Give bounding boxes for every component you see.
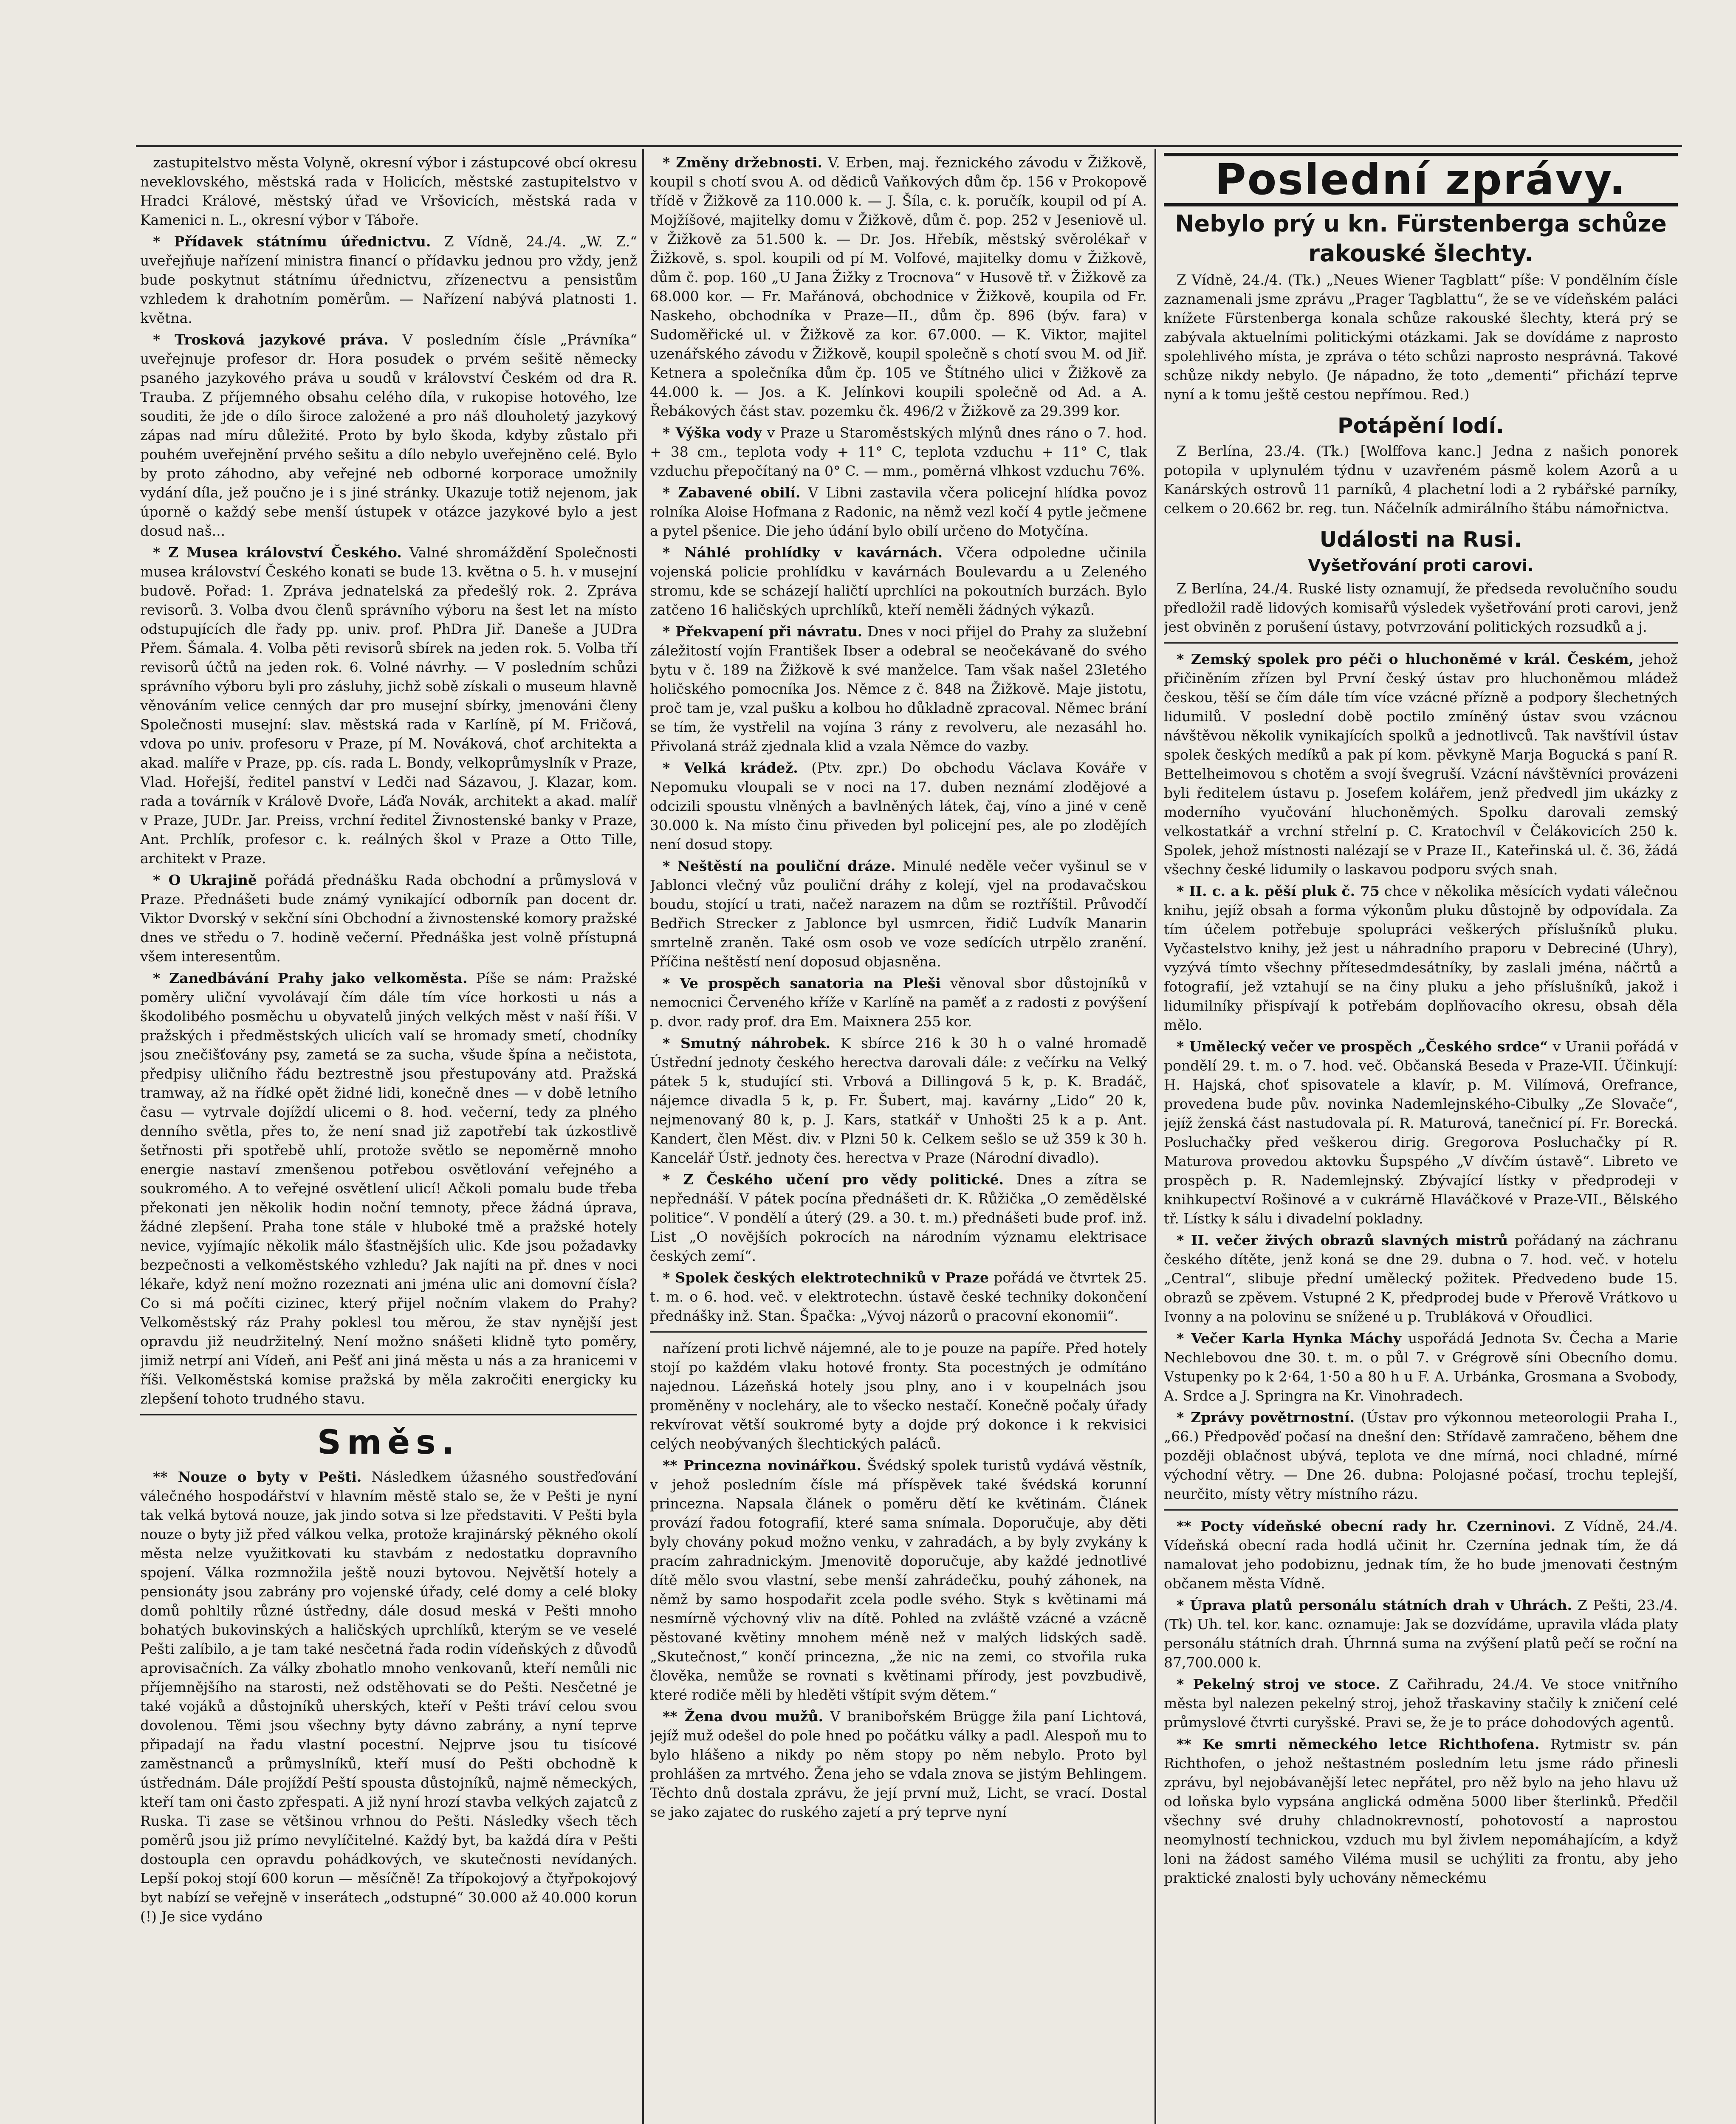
- article-title: * Spolek českých elektrotechniků v Praze: [663, 1269, 989, 1286]
- section-divider: [140, 1414, 637, 1415]
- article-body: pořádá přednášku Rada obchodní a průmyslová v Praze. Přednášeti bude známý vynikající odborník pan docent dr. Viktor Dvorský v sekční síni Obchodní a živnostenské komory pražské dnes ve středu o 7. hodině večerní. Přednáška jest volně přístupná všem interesentům.: [140, 872, 637, 965]
- column-rule-right: [1155, 149, 1156, 2124]
- article-body: V. Erben, maj. řeznického závodu v Žižkově, koupil s chotí svou A. od dědiců Vaňkových dům čp. 156 v Prokopově třídě v Žižkově za 110.000 k. — J. Šíla, c. k. poručík, koupil od pí A. Mojžíšové, majitelky domu v Žižkově, dům č. pop. 252 v Jeseniově ul. v Žižkově za 51.500 k. — Dr. Jos. Hřebík, městský svěrolékař v Žižkově, s. spol. koupili od pí M. Volfové, majitelky domu v Žižkově, dům č. pop. 160 „U Jana Žižky z Trocnova“ v Husově tř. v Žižkově za 68.000 kor. — Fr. Mařánová, obchodnice v Žižkově, koupila od Fr. Naskeho, obchodníka v Praze—II., dům čp. 896 (býv. fara) v Sudoměřické ul. v Žižkově za kor. 67.000. — K. Viktor, majitel uzenářského závodu v Žižkově, koupil společně s chotí svou M. od Jiř. Ketnera a společníka dům čp. 105 ve Štítného ulici v Žižkově za 44.000 k. — Jos. a K. Jelínkovi koupili společně od Ad. a A. Řebákových část stav. pozemku čk. 496/2 v Žižkově za 29.399 kor.: [650, 154, 1147, 419]
- article-vyska-vody: [650, 423, 1147, 480]
- article-title: ** Princezna novinářkou.: [663, 1457, 862, 1474]
- article-body: pořádá ve čtvrtek 25. t. m. o 6. hod. več. v elektrotechn. ústavě české techniky dokončení přednášky inž. Stan. Špačka: „Vývoj názorů o pracovní ekonomii“.: [650, 1269, 1147, 1324]
- article-title: ** Nouze o byty v Pešti.: [153, 1469, 362, 1485]
- article-body: Dnes v noci přijel do Prahy za služební záležitostí vojín František Ibser a odebral se neočekávaně do svého bytu v č. 189 na Žižkově k své manželce. Tam však našel 23letého holičského pomocníka Jos. Němce z č. 848 na Žižkově. Maje jistotu, proč tam je, vzal pušku a kolbou ho důkladně zpracoval. Němec brání se tím, že vystřelil na vojína 3 rány z revolveru, ale nezasáhl ho. Přivolaná stráž zjednala klid a vzala Němce do vazby.: [650, 623, 1147, 754]
- article-zena-dvou-muzu: [650, 1707, 1147, 1822]
- article-sanatorium: [650, 974, 1147, 1031]
- article-nouze-byty: [140, 1467, 637, 1926]
- article-body: Minulé neděle večer vyšinul se v Jablonci vlečný vůz pouliční dráhy z kolejí, vjel na prodavačskou boudu, stojící u trati, načež narazem na dům se roztříštil. Průvodčí Bedřich Strecker z Jablonce byl usmrcen, řidič Ludvík Manarin smrtelně zraněn. Také osm osob ve voze sedících utrpělo zranění. Příčina neštěstí není doposud objasněna.: [650, 858, 1147, 970]
- article-title: * Pekelný stroj ve stoce.: [1177, 1676, 1380, 1692]
- section-heading-smes: Směs.: [317, 1424, 460, 1462]
- article-body: K sbírce 216 k 30 h o valné hromadě Ústřední jednoty českého herectva darovali dále: z večírku na Velký pátek 5 k, studující sti. Vrbová a Dillingová 5 k, p. K. Bradáč, nájemce divadla 5 k, p. Fr. Šubert, maj. kavárny „Lido“ 20 k, nejmenovaný 80 k, p. J. Kars, statkář v Unhošti 25 k a p. Ant. Kandert, člen Měst. div. v Plzni 50 k. Celkem sešlo se už 359 k 30 h. Kancelář Ústř. jednoty čes. herectva v Praze (Národní divadlo).: [650, 1035, 1147, 1166]
- headline-potapeni-lodi: Potápění lodí.: [1338, 413, 1504, 438]
- column-left: [140, 153, 637, 2124]
- article-body: Z Pešti, 23./4. (Tk) Uh. tel. kor. kanc. oznamuje: Jak se dozvídáme, upravila vláda platy personálu státních drah. Úhrnná suma na zvýšení platů pečí se roční na 87,700.000 k.: [1164, 1597, 1678, 1671]
- article-title: * Zprávy povětrnostní.: [1177, 1409, 1355, 1426]
- article-body: Švédský spolek turistů vydává věstník, v jehož posledním čísle má příspěvek také švédská korunní princezna. Napsala článek o poměru dětí ke květinám. Článek provází řadou fotografií, které sama snímala. Doporučuje, aby děti byly chovány pokud možno venku, v zahradách, a by byly zvykány k pracím zahradnickým. Jmenovitě doporučuje, aby každé jednotlivé dítě mělo svou vlastní, sebe menší zahrádečku, pouhý záhonek, na němž by samo hospodařit zcela podle svého. Styk s květinami má nesmírně výchovný vliv na dítě. Pohled na zvláště vzácné a vzácně pěstované květiny mnohem méně než v malých lidských sadě. „Skutečnost,“ končí princezna, „že nic na zemi, co stvořila ruka člověka, nemůže se rovnati s květinami přírody, jest povzbudivě, které rodiče měli by hleděti vštípit svým dětem.“: [650, 1457, 1147, 1703]
- article-title: * II. c. a k. pěší pluk č. 75: [1177, 883, 1380, 899]
- article-continuation: zastupitelstvo města Volyně, okresní výbor i zástupcové obcí okresu neveklovského, městská rada v Holicích, městské zastupitelstvo v Hradci Králové, městský úřad ve Vršovicích, městská rada v Kamenici n. L., okresní výbor v Táboře.: [140, 154, 637, 228]
- article-title: * Zabavené obilí.: [663, 484, 801, 501]
- article-body: v Uranii pořádá v pondělí 29. t. m. o 7. hod. več. Občanská Beseda v Praze-VII. Účinkují: H. Hajská, choť spisovatele a klavír, p. M. Vilímová, Orefrance, provedena bude pův. novinka Nademlejnského-Cibulky „Ze Slovače“, jejíž ženská část nastudovala pí. R. Maturová, tanečnicí pí. Fr. Borecká. Posluchačky před veškerou dirig. Gregorova Posluchačky pí R. Maturova provedou aktovku Šupspého „V dívčím ústavě“. Libreto ve prospěch p. R. Nademlejnský. Zbývající lístky v předprodeji v knihkupectví Rošinové a v cukrárně Hlaváčkové v Praze-VII., Bělského tř. Lístky k sálu i divadelní pokladny.: [1164, 1038, 1678, 1227]
- article-fuerstenberg: Z Vídně, 24./4. (Tk.) „Neues Wiener Tagblatt“ píše: V pondělním čísle zaznamenali jsme zprávu „Prager Tagblattu“, že se ve vídeňském paláci knížete Fürstenberga konala schůze rakouské šlechty, která prý se zabývala aktuelními politickými otázkami. Jak se dovídáme z naprosto spolehlivého místa, je zpráva o této schůzi naprosto nesprávná. Takové schůze nikdy nebylo. (Je nápadno, že toto „dementi“ přichází teprve nyní a k tomu ještě cestou nepřímou. Red.): [1164, 271, 1678, 403]
- section-divider: [650, 1331, 1147, 1333]
- article-title: * Zanedbávání Prahy jako velkoměsta.: [153, 970, 468, 986]
- article-body: uspořádá Jednota Sv. Čecha a Marie Nechlebovou dne 30. t. m. o půl 7. v Grégrově síni Obecního domu. Vstupenky po k 2·64, 1·50 a 80 h u F. A. Urbánka, Grosmana a Svobody, A. Srdce a J. Springra na Kr. Vinohradech.: [1164, 1330, 1678, 1404]
- article-body: Z Cařihradu, 24./4. Ve stoce vnitřního města byl nalezen pekelný stroj, jehož třaskaviny stačily k zničení celé průmyslové čtvrti curyšské. Pravi se, že je to práce dohodových agentů.: [1164, 1676, 1678, 1731]
- article-museum: [140, 543, 637, 868]
- subheadline-vysetrovani: Vyšetřování proti carovi.: [1308, 556, 1534, 575]
- article-richthofen: [1164, 1734, 1678, 1887]
- article-title: * Velká krádež.: [663, 760, 798, 776]
- article-body: Včera odpoledne učinila vojenská policie prohlídku v kavárnách Boulevardu a u Zeleného stromu, kde se scházejí haličtí uprchlíci na pokoutních burzách. Bylo zatčeno 16 haličských uprchlíků, kteří neměli žádných výkazů.: [650, 544, 1147, 618]
- article-hluchonemi: [1164, 650, 1678, 879]
- article-title: * Výška vody: [663, 424, 762, 441]
- article-title: ** Pocty vídeňské obecní rady hr. Czerninovi.: [1177, 1518, 1556, 1534]
- article-pesi-pluk: [1164, 881, 1678, 1034]
- article-nouze-continuation: nařízení proti lichvě nájemné, ale to je pouze na papíře. Před hotely stojí po každém vlaku hotové fronty. Sta pocestných je odmítáno najednou. Lázeňská hotely jsou plny, ano i v koupelnách jsou proměněny v nocleháry, ale to všecko nestačí. Konečně počaly úřady rekvírovat větší soukromé byty a dojde prý dokonce i k rekvisici celých neobývaných šlechtických paláců.: [650, 1340, 1147, 1452]
- article-body: věnoval sbor důstojníků v nemocnici Červeného kříže v Karlíně na paměť a z radosti z povýšení p. dvor. rady prof. dra Em. Maixnera 255 kor.: [650, 975, 1147, 1030]
- article-potapeni-lodi: Z Berlína, 23./4. (Tk.) [Wolffova kanc.] Jedna z našich ponorek potopila v uplynulém týdnu v uzavřeném pásmě kolem Azorů a u Kanárských ostrovů 11 parníků, 4 plachetní lodi a 2 rybářské parníky, celkem o 20.662 br. reg. tun. Náčelník admirálního štábu námořnictva.: [1164, 443, 1678, 517]
- article-title: * Smutný náhrobek.: [663, 1035, 831, 1051]
- article-body: V Libni zastavila včera policejní hlídka povoz rolníka Aloise Hofmana z Radonic, na němž vezl kočí 4 pytle ječmene a pytel pšenice. Die jeho údání bylo obilí určeno do Motyčína.: [650, 484, 1147, 539]
- headline-fuerstenberg-b: rakouské šlechty.: [1308, 240, 1533, 267]
- article-title: * Přídavek státnímu úřednictvu.: [153, 233, 431, 250]
- article-title: * Změny držebnosti.: [663, 154, 822, 171]
- article-body: Píše se nám: Pražské poměry uliční vyvolávají čím dále tím více horkosti u nás a škodolibého posměchu u obyvatelů jiných velkých měst v naší říši. V pražských i předměstských ulicích valí se hromady smetí, chodníky jsou znečišťovány psy, zametá se za sucha, všude špína a nečistota, předpisy uličního řádu beztrestně jsou přestupovány atd. Pražská tramway, až na řídké opět židné lidi, konečně dnes — v době letního času — vytrvale dojíždí ulicemi o 8. hod. večerní, tedy za plného denního světla, přes to, že není snad již zapotřebí tak úzkostlivě šetřnosti při spotřebě uhlí, protože světlo se nepoměrně mnoho energie nastaví zmenšenou potřebou osvětlování veřejného a soukromého. A to veřejné osvětlení ulicí! Ačkoli pomalu bude třeba překonati jen několik hodin noční temnoty, přece žádná úprava, žádné zlepšení. Praha tone stále v hluboké tmě a pražské hotely nevice, vyjímajíc několik málo šťastnějších ulic. Kde jsou požadavky bezpečnosti a velkoměstského vzhledu? Jak najíti na př. dnes v noci lékaře, když není možno rozeznati ani jména ulic ani domovní čísla? Co si má počíti cizinec, který přijel nočním vlakem do Prahy? Velkoměstský ráz Prahy poklesl tou měrou, že stav nynější jest opravdu již neudržitelný. Není možno snášeti klidně tyto poměry, jimiž netrpí ani Vídeň, ani Pešť ani jiná města u nás a za hranicemi v říši. Velkoměstská komise pražská by měla zakročiti energicky ku zlepšení tohoto trudného stavu.: [140, 970, 637, 1407]
- article-ukrajina: [140, 870, 637, 966]
- article-umelecky-vecer: [1164, 1037, 1678, 1228]
- article-title: * Z Českého učení pro vědy politické.: [663, 1171, 1004, 1188]
- section-divider: [1164, 1509, 1678, 1511]
- article-title: * Umělecký večer ve prospěch „Českého srdce“: [1177, 1038, 1548, 1055]
- article-body: Dnes a zítra se nepřednáší. V pátek pocína přednášeti dr. K. Růžička „O zemědělské politice“. V pondělí a úterý (29. a 30. t. m.) přednášeti bude prof. inž. List „O novějších pokrocích na národním významu elektrisace českých zemí“.: [650, 1171, 1147, 1264]
- article-title: * Z Musea království Českého.: [153, 544, 402, 561]
- article-obili: [650, 483, 1147, 540]
- article-macha: [1164, 1329, 1678, 1405]
- article-drzebnost: [650, 153, 1147, 421]
- article-body: jehož přičiněním zřízen byl První český ústav pro hluchoněmou mládež českou, těší se čím dále tím více vzácné přízně a podpory šlechetných lidumilů. V poslední době poctilo zmíněný ústav svou vzácnou návštěvou několik vynikajících spolků a jednotlivců. Tak navštívil ústav spolek českých medíků a pak pí kom. pěvkyně Marja Bogucká s paní R. Bettelheimovou s chotěm a svojí švegruší. Vzácní návštěvníci provázeni byli ředitelem ústavu p. Josefem kolářem, jenž předvedl jim ukázky z moderního vyučování hluchoněmých. Spolku darovali zemský velkostatkář a vrchní střelní p. C. Kratochvíl v Čelákovicích 250 k. Spolek, jehož místnosti nalézají se v Praze II., Kateřinská ul. č. 36, žádá všechny české lidumily o laskavou podporu svých snah.: [1164, 651, 1678, 878]
- article-title: * Náhlé prohlídky v kavárnách.: [663, 544, 943, 561]
- section-divider: [1164, 642, 1678, 644]
- article-title: * Překvapení při návratu.: [663, 623, 863, 640]
- article-title: * Neštěstí na pouliční dráze.: [663, 858, 896, 874]
- headline-fuerstenberg-a: Nebylo prý u kn. Fürstenberga schůze: [1175, 210, 1667, 237]
- article-body: (Ústav pro výkonnou meteorologii Praha I., „66.) Předpověď počasí na dnešní den: Střídavě zamračeno, během dne později oblačnost ubývá, teplota ve dne mírná, noci chladné, mírné východní větry. — Dne 26. dubna: Polojasné počasí, trochu teplejší, neurčito, místy větry místního rázu.: [1164, 1409, 1678, 1502]
- article-body: chce v několika měsících vydati válečnou knihu, jejíž obsah a forma výkonům pluku důstojně by odpovídala. Za tím účelem potřebuje spolupráci veškerých příslušníků pluku. Vyčastelstvo knihy, jež jest u náhradního praporu v Debreciné (Uhry), vyzývá tímto všechny přítesedmdesátníky, by zaslali jména, náčrtů a fotografií, jež vztahují se na činy pluku a jeho příslušníků, jakož i lidumilníky přispívají k potřebám doplňovacího okresu, obsah děla mělo.: [1164, 883, 1678, 1033]
- article-body: Následkem úžasného soustřeďování válečného hospodářství v hlavním městě stalo se, že v Pešti je nyní tak velká bytová nouze, jak jindo sotva si lze představiti. V Pešti byla nouze o byty již před válkou velka, protože krajinárský pěkného okolí města nelze využitkovati ku stavbám z nedostatku dopravního spojení. Válka rozmnožila ještě nouzi bytovou. Největší hotely a pensionáty jsou zabrány pro vojenské úřady, celé domy a celé bloky domů pohltily různé ústředny, dále dosud meská v Pešti mnoho bohatých bukovinských a haličských uprchlíků, kterým se ve veselé Pešti zalíbilo, a je tam také nesčetná řada rodin vídeňských z důvodů aprovisačních. Za války zbohatlo mnoho venkovanů, kteří nemůli nic příjemnějšího na starosti, než odstěhovati se do Pešti. Nesčetné je také vojáků a důstojníků uherských, kteří v Pešti tráví celou svou dovolenou. Těmi jsou všechny byty dávno zabrány, a nyní teprve připadají na řadu vlastní pocestní. Nejprve jsou tu tisícové zaměstnanců a průmyslníků, kteří musí do Pešti obchodně k ústřednám. Dále projíždí Peští spousta důstojníků, najmě německých, kteří tam oni často zpřespati. A již nyní hrozí stavba velkých zajatců z Ruska. Ti zase se většinou vrhnou do Pešti. Následky všech těch poměrů jsou již prímo nevylíčitelné. Každý byt, ba každá díra v Pešti dostoupla cen opravdu pohádkových, ve skutečnosti nevídaných. Lepší pokoj stojí 600 korun — měsíčně! Za třípokojový a čtyřpokojový byt nabízí se veřejně v inserátech „odstupné“ 30.000 až 40.000 korun (!) Je sice vydáno: [140, 1469, 637, 1925]
- article-uceni: [650, 1170, 1147, 1265]
- column-right: [1164, 153, 1678, 2124]
- article-vysetrovani: Z Berlína, 24./4. Ruské listy oznamují, že předseda revolučního soudu předložil radě lidových komisařů výsledek vyšetřování proti carovi, jenž jest obviněn z porušení ústavy, potvrzování politických rozsudků a j.: [1164, 580, 1678, 635]
- article-nestesti: [650, 856, 1147, 971]
- article-title: * II. večer živých obrazů slavných mistrů: [1177, 1232, 1508, 1248]
- article-kradez: [650, 758, 1147, 854]
- article-title: * Ve prospěch sanatoria na Pleši: [663, 975, 941, 991]
- article-title: ** Žena dvou mužů.: [663, 1708, 823, 1725]
- headline-udalosti-na-rusi: Události na Rusi.: [1319, 527, 1522, 552]
- article-kavarny: [650, 543, 1147, 619]
- article-jazykova-prava: [140, 330, 637, 540]
- article-pocasi: [1164, 1408, 1678, 1503]
- article-title: ** Ke smrti německého letce Richthofena.: [1177, 1736, 1540, 1752]
- article-body: V posledním čísle „Právníka“ uveřejnuje profesor dr. Hora posudek o prvém sešitě německy psaného jazykového práva u soudů v království Českém od dra R. Trauba. Z příjemného obsahu celého díla, v rukopise hotového, lze souditi, že jde o dílo široce založené a pro náš dlouholetý jazykový zápas nad míru důležité. Proto by bylo škoda, kdyby zůstalo při pouhém uveřejnění prvého sešitu a dílo nebylo uveřejněno celé. Bylo by proto záhodno, aby veřejné neb odborné korporace umožnily vydání díla, jež poučno je i s jiné stránky. Ukazuje totiž nejenom, jak úporně o každý sebe menší ústupek v otázce jazykové bylo a jest dosud naš...: [140, 331, 637, 539]
- article-czernin: [1164, 1517, 1678, 1593]
- article-nahrobek: [650, 1034, 1147, 1167]
- article-praha: [140, 969, 637, 1408]
- article-body: Z Vídně, 24./4. Vídeňská obecní rada hodlá učinit hr. Czernína jednak tím, že dá namalovat jeho podobiznu, jednak tím, že ho bude jmenovati čestným občanem města Vídně.: [1164, 1518, 1678, 1592]
- article-elektrotechnici: [650, 1268, 1147, 1325]
- article-title: * Úprava platů personálu státních drah v Uhrách.: [1177, 1597, 1572, 1613]
- column-middle: [650, 153, 1147, 2124]
- article-body: V branibořském Brügge žila paní Lichtová, jejíž muž odešel do pole hned po počátku války a padl. Alespoň mu to bylo hlášeno a nikdy po něm stopy po něm nebylo. Proto byl prohlášen za mrtvého. Žena jeho se vdala znova se jistým Behlingem. Těchto dnů dostala zprávu, že její první muž, Licht, se vrací. Dostal se jako zajatec do ruského zajetí a prý teprve nyní: [650, 1708, 1147, 1820]
- top-rule: [136, 145, 1682, 147]
- column-rule-left: [642, 149, 644, 2124]
- article-navrat: [650, 622, 1147, 756]
- article-princezna: [650, 1456, 1147, 1704]
- article-body: (Ptv. zpr.) Do obchodu Václava Kováře v Nepomuku vloupali se v noci na 17. duben neznámí zlodějové a odcizili spoustu vlněných a bavlněných látek, čaj, víno a jiné v ceně 30.000 k. Na místo činu přiveden byl policejní pes, ale po zlodějích není dosud stopy.: [650, 760, 1147, 853]
- heading-posledni-zpravy: Poslední zprávy.: [1164, 153, 1678, 206]
- article-platy-drah: [1164, 1596, 1678, 1672]
- article-zive-obrazy: [1164, 1231, 1678, 1326]
- article-pekelny-stroj: [1164, 1675, 1678, 1732]
- article-body: v Praze u Staroměstských mlýnů dnes ráno o 7. hod. + 38 cm., teplota vody + 11° C, teplota vzduchu + 11° C, tlak vzduchu přepočítaný na 0° C. — mm., poměrná vlhkost vzduchu 76%.: [650, 424, 1147, 479]
- article-body: pořádaný na záchranu českého dítěte, jenž koná se dne 29. dubna o 7. hod. več. v hotelu „Central“, slibuje přední umělecký požitek. Předvedeno bude 15. obrazů se zpěvem. Vstupné 2 K, předprodej bude v Přerově Vrátkovo u Ivonny a na polovinu se snížené u p. Trubláková v Ořoudlici.: [1164, 1232, 1678, 1325]
- article-pridavek: [140, 232, 637, 328]
- article-title: * Večer Karla Hynka Máchy: [1177, 1330, 1401, 1347]
- article-body: Z Vídně, 24./4. „W. Z.“ uveřejňuje nařízení ministra financí o přídavku jednou pro vždy, jenž bude poskytnut státnímu úřednictvu, zřízenectvu a pensistům vzhledem k drahotním poměrům. — Nařízení nabývá platnosti 1. května.: [140, 233, 637, 326]
- article-title: * O Ukrajině: [153, 872, 257, 888]
- article-body: Valné shromáždění Společnosti musea království Českého konati se bude 13. května o 5. h. v musejní budově. Pořad: 1. Zpráva jednatelská za předešlý rok. 2. Zpráva revisorů. 3. Volba dvou členů správního výboru na šest let na místo odstupujících dle řady pp. univ. prof. PhDra Jiř. Daneše a JUDra Přem. Šámala. 4. Volba pěti revisorů sbírek na jeden rok. 5. Volba tří revisorů účtů na jeden rok. 6. Volné návrhy. — V posledním schůzi správního výboru byli pro zásluhy, jichž sobě získali o museum hlavně věnováním velice cenných dar pro musejní sbírky, jmenováni členy Společnosti musejní: slav. městská rada v Karlíně, pí M. Fričová, vdova po univ. profesoru v Praze, pí M. Nováková, choť architekta a akad. malíře v Praze, pp. cís. rada L. Bondy, velkoprůmyslník v Praze, Vlad. Hořejší, ředitel panství v Ledči nad Sázavou, J. Klazar, kom. rada a továrník v Králově Dvoře, Láďa Novák, architekt a akad. malíř v Praze, JUDr. Jar. Preiss, vrchní ředitel Živnostenské banky v Praze, Ant. Prchlík, profesor c. k. reálných škol v Praze a Otto Tille, architekt v Praze.: [140, 544, 637, 867]
- article-body: Rytmistr sv. pán Richthofen, o jehož neštastném posledním letu jsme rádo přinesli zprávu, byl nejobávanější letec nepřátel, pro něž bylo na jeho hlavu už od loňska bylo vypsána anglická odměna 5000 liber šterlinků. Předčil všechny své druhy chladnokrevností, pohotovostí a naprostou neomylností technickou, vzduch mu byl živlem nepomáhajícím, a když loni na žádost samého Viléma musil se uchýliti za frontu, aby jeho praktické znalosti byly uchovány německému: [1164, 1736, 1678, 1886]
- article-title: * Trosková jazykové práva.: [153, 331, 389, 348]
- article-title: * Zemský spolek pro péči o hluchoněmé v král. Českém,: [1177, 651, 1634, 667]
